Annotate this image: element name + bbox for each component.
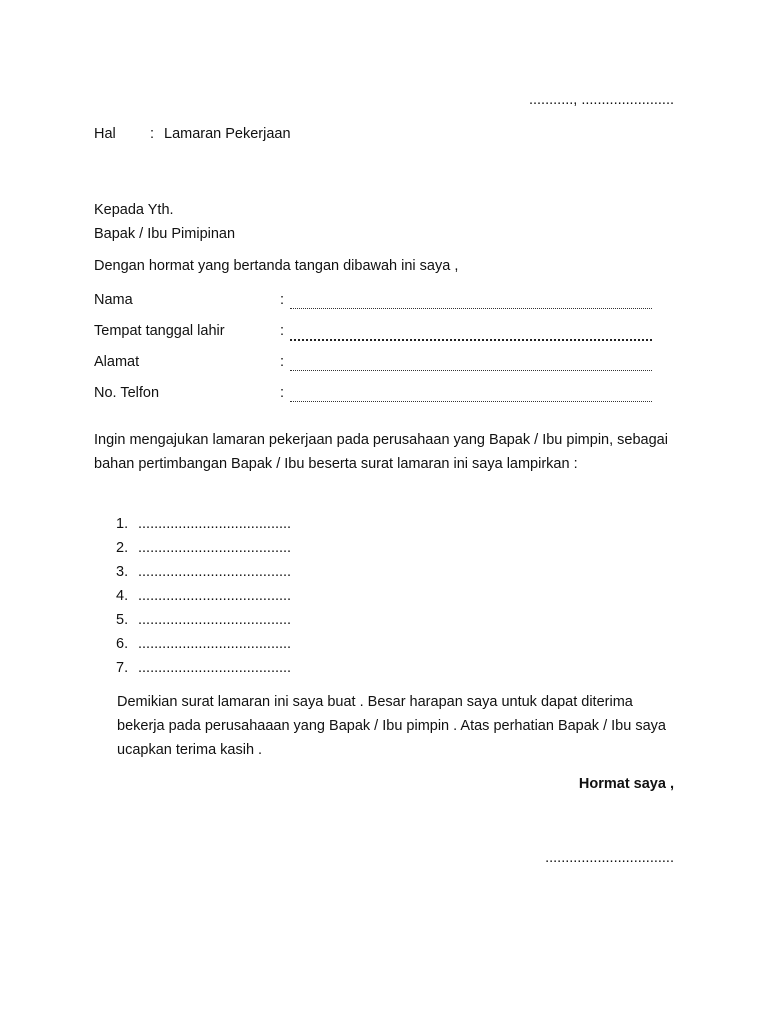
subject-label: Hal (94, 126, 116, 142)
list-number: 3. (116, 564, 129, 580)
list-number: 7. (116, 660, 129, 676)
field-label: No. Telfon (94, 385, 160, 401)
place-date-line: ..........., ....................... (528, 92, 674, 108)
list-item (116, 560, 291, 584)
field-blank[interactable] (290, 354, 652, 371)
list-number: 2. (116, 540, 129, 556)
body-paragraph: Ingin mengajukan lamaran pekerjaan pada perusahaan yang Bapak / Ibu pimpin, sebagai bahan pertimbangan Bapak / Ibu beserta surat lamaran ini saya lampirkan : (94, 432, 668, 472)
recipient-block (94, 198, 235, 246)
field-row-ttl (94, 323, 654, 354)
list-number: 5. (116, 612, 129, 628)
closing-paragraph: Demikian surat lamaran ini saya buat . Besar harapan saya untuk dapat diterima bekerja pada perusahaaan yang Bapak / Ibu pimpin . Atas perhatian Bapak / Ibu saya ucapkan terima kasih . (117, 694, 666, 758)
closing-salutation: Hormat saya , (578, 776, 674, 792)
recipient-line-2: Bapak / Ibu Pimipinan (94, 226, 236, 242)
list-number: 1. (116, 516, 129, 532)
list-item (116, 512, 291, 536)
attachment-list (116, 512, 291, 680)
list-item (116, 536, 291, 560)
field-colon: : (280, 323, 285, 339)
subject-line (94, 126, 291, 142)
list-number: 4. (116, 588, 129, 604)
field-colon: : (280, 292, 285, 308)
list-item (116, 608, 291, 632)
list-blank: ...................................... (138, 636, 292, 652)
field-colon: : (280, 385, 285, 401)
list-item (116, 632, 291, 656)
field-row-alamat (94, 354, 654, 385)
list-item (116, 656, 291, 680)
signature-line: ................................ (545, 850, 674, 866)
list-blank: ...................................... (138, 588, 292, 604)
field-blank[interactable] (290, 292, 652, 309)
field-blank[interactable] (290, 385, 652, 402)
subject-colon: : (150, 126, 155, 142)
greeting: Dengan hormat yang bertanda tangan dibawah ini saya , (94, 258, 459, 274)
recipient-line-1: Kepada Yth. (94, 202, 174, 218)
list-item (116, 584, 291, 608)
list-blank: ...................................... (138, 660, 292, 676)
field-label: Alamat (94, 354, 140, 370)
field-label: Tempat tanggal lahir (94, 323, 225, 339)
subject-value: Lamaran Pekerjaan (164, 126, 291, 142)
list-blank: ...................................... (138, 612, 292, 628)
list-blank: ...................................... (138, 564, 292, 580)
list-blank: ...................................... (138, 540, 292, 556)
field-blank[interactable] (290, 323, 652, 341)
field-row-nama (94, 292, 654, 323)
applicant-fields (94, 292, 654, 416)
field-colon: : (280, 354, 285, 370)
list-blank: ...................................... (138, 516, 292, 532)
field-label: Nama (94, 292, 133, 308)
list-number: 6. (116, 636, 129, 652)
field-row-telfon (94, 385, 654, 416)
